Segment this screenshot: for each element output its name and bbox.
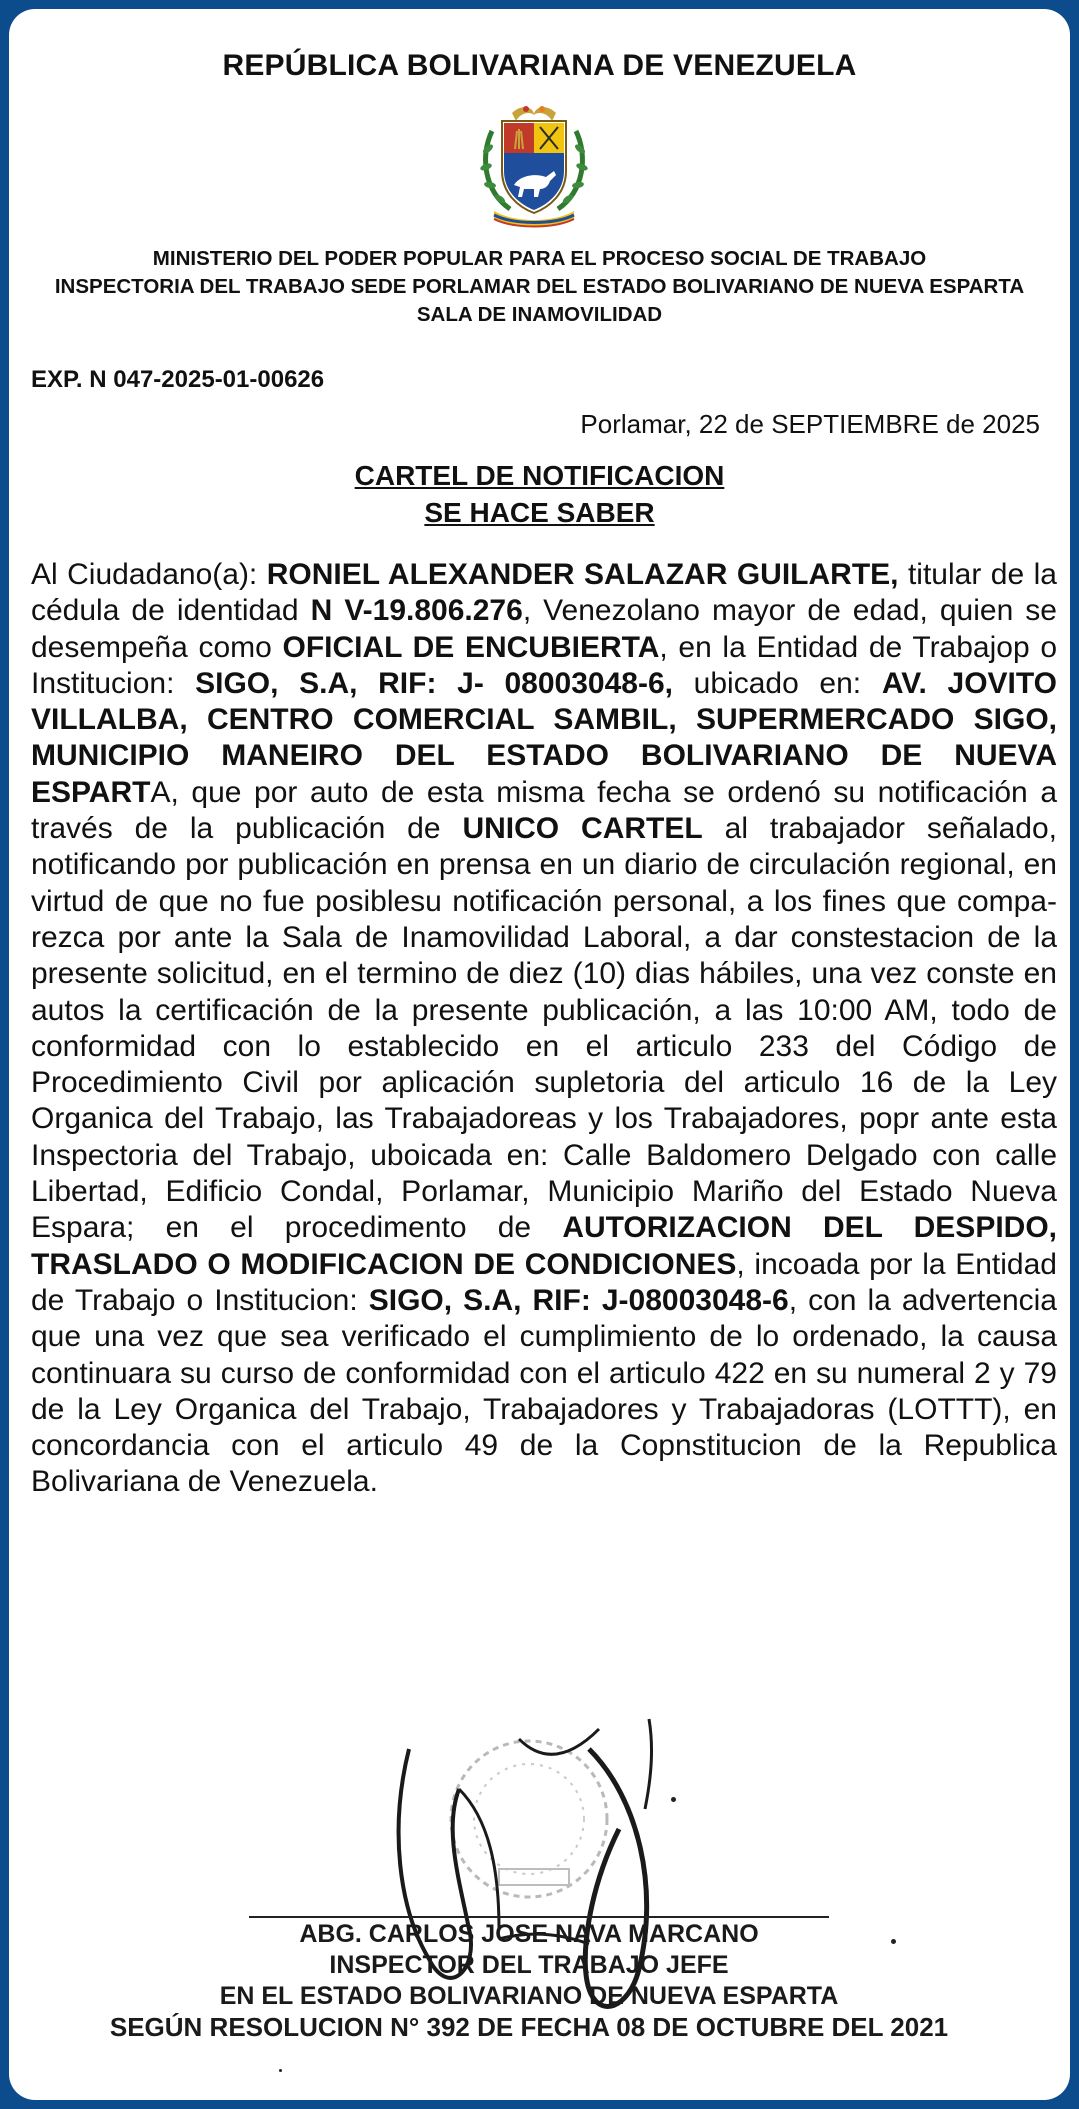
body-text: A, que por auto de esta misma fecha se ordenó su notificación a través de la publicación de [31, 775, 1057, 846]
signatory-jurisdiction: EN EL ESTADO BOLIVARIANO DE NUEVA ESPARTA [219, 1982, 839, 2010]
signature-line [249, 1916, 829, 1918]
body-text: al trabajador señalado, notificando por publicación en prensa en un diario de circulación regional, en virtud de que no fue posiblesu notificación personal, a los fines que comparezca por ante la Sala de Inamovilidad Laboral, a dar constestacion de la presente solicitud, en el termino de diez (10) dias hábiles, una vez conste en autos la certificación de la presente publicación, a las 10:00 AM, todo de conformidad con lo establecido en el articulo 233 del Código de Procedimiento Civil por aplicación supletoria del articulo 16 de la Ley Organica del Trabajo, las Trabajadoreas y los Trabajadores, popr ante esta Inspectoria del Trabajo, uboicada en: Calle Baldomero Delgado con calle Libertad, Edificio Condal, Porlamar, Municipio Mariño del Estado Nueva Espara; en el procedimento de [31, 812, 1058, 1245]
employer-repeat: SIGO, S.A, RIF: J-08003048-6 [368, 1283, 789, 1317]
id-number: N V-19.806.276 [310, 594, 523, 628]
ink-speck [891, 1939, 896, 1944]
worker-name: RONIEL ALEXANDER SALAZAR GUILARTE, [266, 558, 899, 591]
ministry-header [29, 245, 1050, 329]
procedure-name: AUTORIZACION DEL DESPIDO, TRASLADO O MODIFICACION DE CONDICIONES [31, 1211, 1057, 1281]
notice-title-line: CARTEL DE NOTIFICACION [354, 460, 725, 491]
body-text: , Venezolano mayor de edad, quien se desempeña como [31, 594, 1057, 664]
inspectoria-line: INSPECTORIA DEL TRABAJO SEDE PORLAMAR DEL ESTADO BOLIVARIANO DE NUEVA ESPARTA [54, 275, 1025, 298]
signatory-block [79, 1919, 979, 2043]
notice-title [9, 457, 1070, 531]
sala-line: SALA DE INAMOVILIDAD [416, 303, 663, 326]
body-text: , incoada por la Entidad de Trabajo o Institucion: [31, 1247, 1057, 1317]
notice-card [9, 9, 1070, 2100]
notice-subtitle-line: SE HACE SABER [424, 497, 655, 528]
body-text: , en la Entidad de Trabajop o Institucion: [31, 630, 1058, 700]
dateline: Porlamar, 22 de SEPTIEMBRE de 2025 [580, 409, 1040, 439]
ministry-line: MINISTERIO DEL PODER POPULAR PARA EL PROCESO SOCIAL DE TRABAJO [152, 247, 927, 270]
body-text: titular de la cédula de identidad [31, 558, 1057, 628]
expediente-number: EXP. N 047-2025-01-00626 [31, 366, 325, 393]
signature-area [9, 1709, 1070, 2069]
body-text: , con la advertencia que una vez que sea verificado el cumplimiento de lo ordenado, la causa continuara su curso de conformidad con el articulo 422 en su numeral 2 y 79 de la Ley Organica del Trabajo, Trabajadores y Trabajadoras (LOTTT), en concordancia con el articulo 49 de la Copnstitucion de la Republica Bolivariana de Venezuela. [31, 1283, 1057, 1499]
employer: SIGO, S.A, RIF: J- 08003048-6, [195, 666, 673, 700]
employer-address: AV. JOVITO VILLALBA, CENTRO COMERCIAL SAMBIL, SUPERMERCADO SIGO, MUNICIPIO MANEIRO DEL ESTADO BOLIVARIANO DE NUEVA ESPART [31, 666, 1058, 809]
republic-heading: REPÚBLICA BOLIVARIANA DE VENEZUELA [222, 49, 857, 82]
ink-speck [279, 2069, 282, 2072]
cartel-type: UNICO CARTEL [462, 812, 703, 846]
notice-body [31, 557, 1057, 1501]
coat-of-arms-icon [474, 101, 594, 229]
job-title: OFICIAL DE ENCUBIERTA [282, 630, 660, 664]
signatory-name: ABG. CARLOS JOSE NAVA MARCANO [299, 1920, 759, 1948]
body-text: ubicado en: [672, 666, 882, 700]
signatory-resolution: SEGÚN RESOLUCION N° 392 DE FECHA 08 DE OCTUBRE DEL 2021 [109, 2012, 949, 2042]
signatory-title: INSPECTOR DEL TRABAJO JEFE [329, 1951, 729, 1979]
ink-speck [671, 1797, 676, 1802]
body-text: Al Ciudadano(a): [31, 558, 267, 591]
